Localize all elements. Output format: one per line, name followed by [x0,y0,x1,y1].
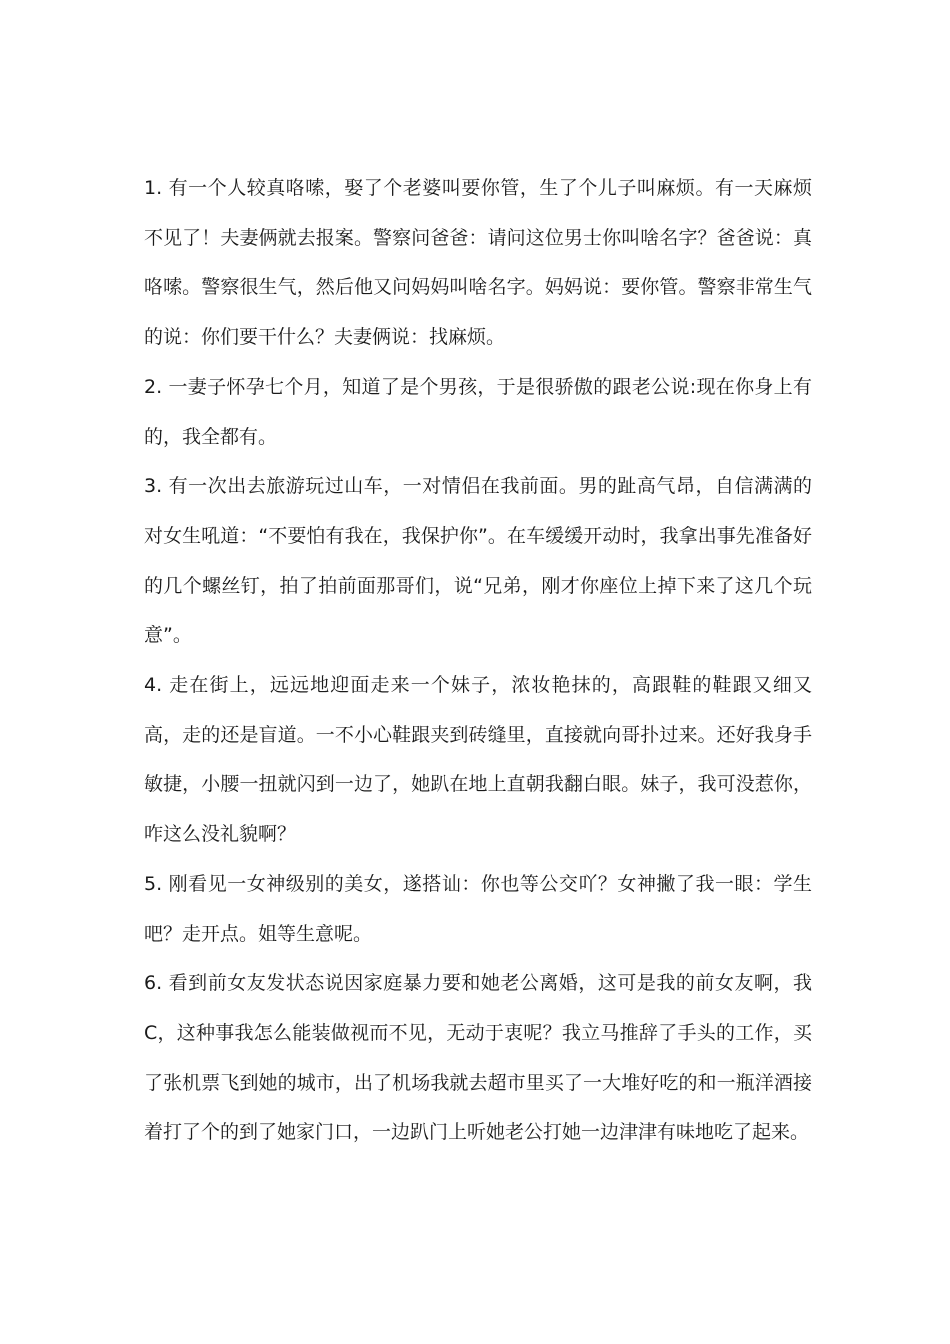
joke-paragraph-6: 6. 看到前女友发状态说因家庭暴力要和她老公离婚，这可是我的前女友啊，我C，这种事我怎么能装做视而不见，无动于衷呢？我立马推辞了手头的工作，买了张机票飞到她的城市，出了机场我就去超市里买了一大堆好吃的和一瓶洋酒接着打了个的到了她家门口，一边趴门上听她老公打她一边津津有味地吃了起来。 [144,972,812,1144]
joke-paragraph-5: 5. 刚看见一女神级别的美女，遂搭讪：你也等公交吖？女神撇了我一眼：学生吧？走开点。姐等生意呢。 [144,872,812,945]
joke-paragraph-3: 3. 有一次出去旅游玩过山车，一对情侣在我前面。男的趾高气昂，自信满满的对女生吼道：“不要怕有我在，我保护你”。在车缓缓开动时，我拿出事先准备好的几个螺丝钉，拍了拍前面那哥们，说“兄弟，刚才你座位上掉下来了这几个玩意”。 [144,475,812,647]
joke-paragraph-2: 2. 一妻子怀孕七个月，知道了是个男孩，于是很骄傲的跟老公说:现在你身上有的，我全都有。 [144,375,812,448]
document-body [144,164,812,1158]
joke-paragraph-1: 1. 有一个人较真咯嗦，娶了个老婆叫要你管，生了个儿子叫麻烦。有一天麻烦不见了！夫妻俩就去报案。警察问爸爸：请问这位男士你叫啥名字？爸爸说：真咯嗦。警察很生气，然后他又问妈妈叫啥名字。妈妈说：要你管。警察非常生气的说：你们要干什么？夫妻俩说：找麻烦。 [144,177,812,349]
joke-paragraph-4: 4. 走在街上，远远地迎面走来一个妹子，浓妆艳抹的，高跟鞋的鞋跟又细又高，走的还是盲道。一不小心鞋跟夹到砖缝里，直接就向哥扑过来。还好我身手敏捷，小腰一扭就闪到一边了，她趴在地上直朝我翻白眼。妹子，我可没惹你，咋这么没礼貌啊？ [144,674,812,846]
